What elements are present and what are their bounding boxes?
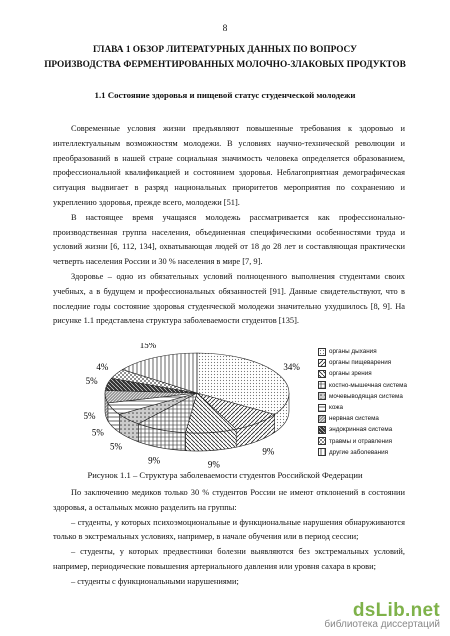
legend-item-10	[318, 447, 428, 458]
paragraph-after-1: По заключению медиков только 30 % студентов России не имеют отклонений в состоянии здоровья, а остальных можно разделить на группы:	[53, 488, 405, 512]
legend-label-6: кожа	[329, 404, 343, 412]
legend-swatch-9	[318, 437, 326, 445]
legend-swatch-10	[318, 448, 326, 456]
figure-caption: Рисунок 1.1 – Структура заболеваемости студентов Российской Федерации	[87, 470, 363, 480]
chapter-title-line2: ПРОИЗВОДСТВА ФЕРМЕНТИРОВАННЫХ МОЛОЧНО-ЗЛАКОВЫХ ПРОДУКТОВ	[44, 60, 406, 70]
legend-swatch-1	[318, 348, 326, 356]
legend-swatch-7	[318, 415, 326, 423]
legend-item-5	[318, 391, 428, 402]
legend-item-9	[318, 436, 428, 447]
pie-label-9: 4%	[96, 362, 109, 372]
watermark-subtitle: библиотека диссертаций	[324, 619, 440, 630]
section-heading: 1.1 Состояние здоровья и пищевой статус студенческой молодежи	[94, 90, 356, 100]
pie-label-2: 9%	[262, 446, 275, 457]
pie-label-1: 34%	[283, 362, 300, 372]
legend-item-4	[318, 380, 428, 391]
list-item-2: – студенты, у которых предвестники болезни выявляются без экстремальных условий, например, периодические повышения артериального давления или уровня сахара в крови;	[53, 547, 405, 571]
legend-item-6	[318, 402, 428, 413]
legend-item-2	[318, 357, 428, 368]
legend-label-10: другие заболевания	[329, 448, 389, 456]
pie-slices	[105, 353, 289, 433]
pie-label-8: 5%	[85, 376, 98, 387]
list-item-3: – студенты с функциональными нарушениями;	[71, 576, 239, 586]
legend-item-7	[318, 413, 428, 424]
pie-label-6: 5%	[91, 427, 104, 438]
list-item-1: – студенты, у которых психоэмоциональные и функциональные нарушения обнаруживаются только в экстремальных условиях, например, в начале обучения или в период сессии;	[53, 517, 405, 542]
legend-label-4: костно-мышечная система	[329, 381, 408, 389]
legend-item-3	[318, 368, 428, 379]
body-text	[53, 122, 405, 329]
watermark	[324, 600, 440, 630]
body-text-after	[53, 486, 405, 590]
legend-item-8	[318, 424, 428, 435]
pie-label-10: 15%	[139, 343, 157, 350]
page-number: 8	[222, 24, 228, 34]
legend-swatch-8	[318, 426, 326, 434]
legend-label-2: органы пищеварения	[329, 359, 392, 367]
legend-swatch-2	[318, 359, 326, 367]
legend-swatch-4	[318, 381, 326, 389]
pie-label-3: 9%	[207, 459, 220, 468]
pie-label-5: 5%	[110, 441, 122, 452]
chapter-title-line1: ГЛАВА 1 ОБЗОР ЛИТЕРАТУРНЫХ ДАННЫХ ПО ВОПРОСУ	[93, 45, 357, 55]
chart-legend	[318, 346, 428, 458]
legend-label-7: нервная система	[329, 415, 379, 423]
paragraph-2: В настоящее время учащаяся молодежь рассматривается как профессионально-производственная группа населения, объединенная специфическими особенностями труда и условий жизни [6, 112, 134], охватывающая людей от 18 до 28 лет и составляющая практически четверть населения России и 30 % населения в мире [7, 9].	[53, 212, 405, 267]
legend-label-3: органы зрения	[329, 370, 372, 378]
legend-label-1: органы дыхания	[329, 348, 377, 356]
paragraph-3: Здоровье – одно из обязательных условий полноценного выполнения студентами своих учебных, а в будущем и профессиональных обязанностей [91]. Данные свидетельствуют, что в последние годы состояние здоровья студенческой молодежи значительно ухудшилось [8, 9]. На рисунке 1.1 представлена структура заболеваемости студентов [135].	[53, 271, 405, 326]
legend-label-5: мочевыводящая система	[329, 392, 403, 400]
paragraph-1: Современные условия жизни предъявляют повышенные требования к здоровью и интеллектуальным возможностям молодежи. В условиях научно-технической революции и преобразований в нашей стране социальная значимость человека определяется образованием, профессиональной квалификацией и состоянием здоровья. Неблагоприятная демографическая ситуация выдвигает в разряд национальных приоритетов мероприятия по сохранению и укреплению здоровья, прежде всего, молодежи [51].	[53, 124, 405, 207]
legend-swatch-5	[318, 392, 326, 400]
legend-swatch-3	[318, 370, 326, 378]
pie-label-4: 9%	[148, 455, 161, 466]
watermark-brand: dsLib.net	[352, 600, 440, 621]
legend-label-8: эндокринная система	[329, 426, 393, 434]
legend-label-9: травмы и отравления	[329, 437, 393, 445]
legend-swatch-6	[318, 404, 326, 412]
pie-label-7: 5%	[83, 411, 96, 422]
legend-item-1	[318, 346, 428, 357]
